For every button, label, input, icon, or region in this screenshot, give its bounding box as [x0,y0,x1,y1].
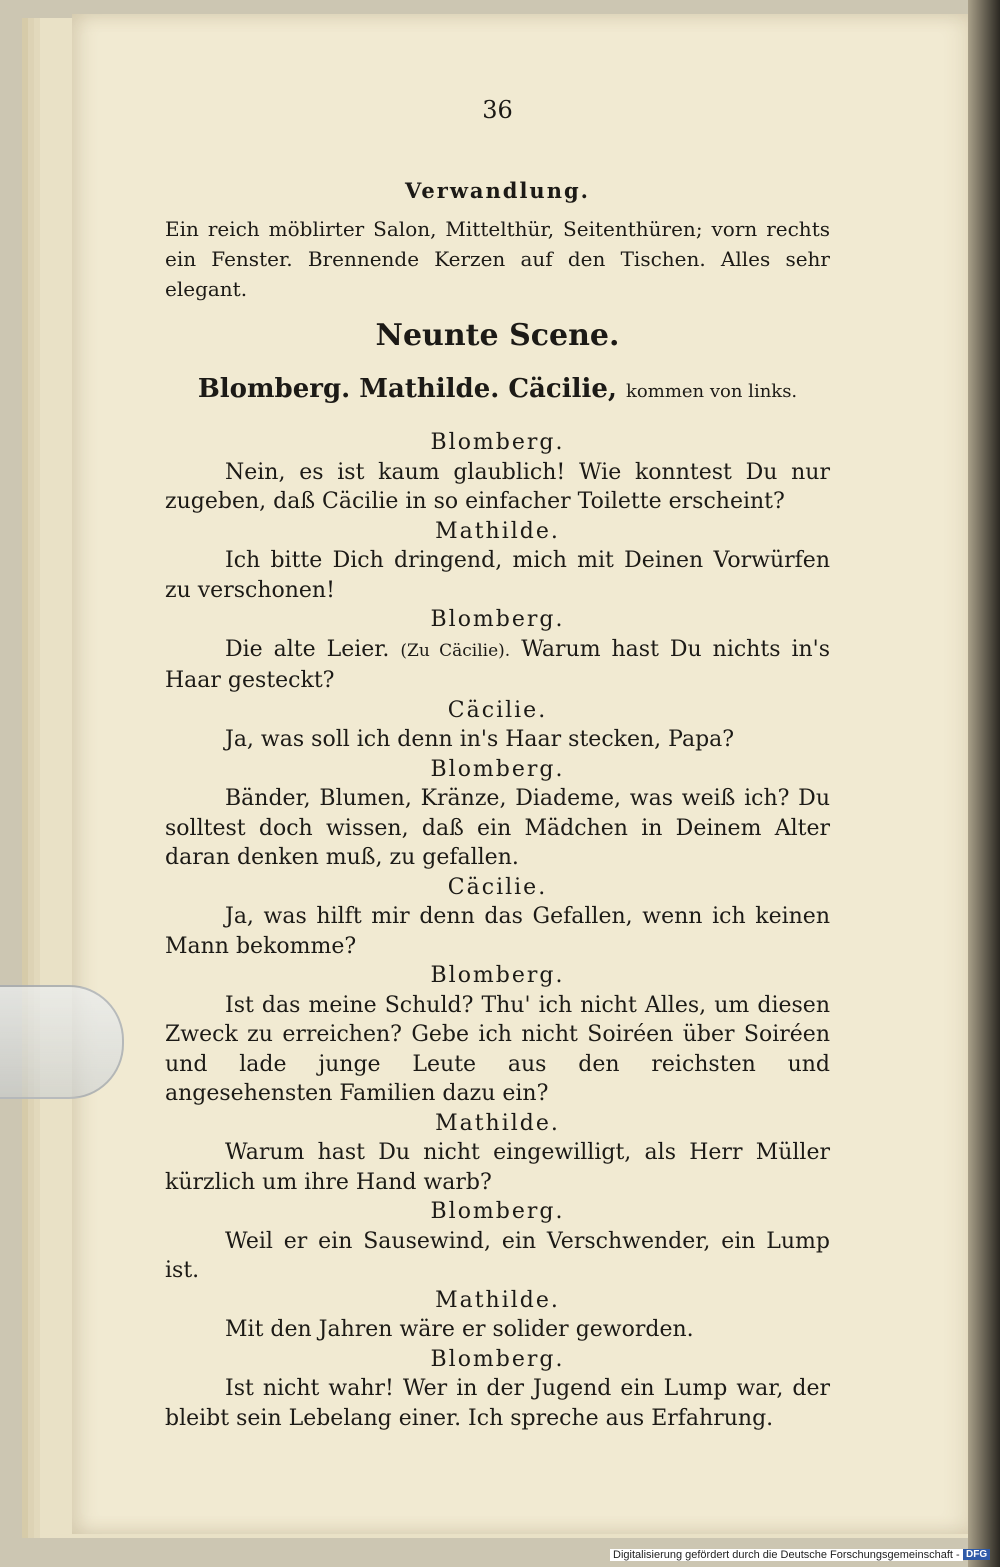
speaker-name: Blomberg. [430,1199,565,1224]
speech-fragment: Warum hast Du nichts in's Haar gesteckt? [165,636,830,693]
cast-names: Blomberg. Mathilde. Cäcilie, [197,374,617,404]
speech-text: Nein, es ist kaum glaublich! Wie konntest Du nur zugeben, daß Cäcilie in so einfacher Toilette erscheint? [165,459,830,514]
speaker-name: Cäcilie. [447,874,548,900]
speech-text: Ja, was soll ich denn in's Haar stecken, Papa? [225,727,735,752]
page-clip [0,985,124,1099]
speaker-name: Mathilde. [435,1110,560,1136]
speaker-name: Mathilde. [435,518,560,544]
book-spine-shadow [968,0,1000,1567]
speech-text: Bänder, Blumen, Kränze, Diademe, was weiß ich? Du solltest doch wissen, daß ein Mädchen in Deinem Alter daran denken muß, zu gefallen. [165,786,830,870]
speech-text [165,635,830,696]
stage-direction-inline: (Zu Cäcilie). [400,640,511,661]
speaker-name: Blomberg. [430,1346,565,1372]
speech-text: Weil er ein Sausewind, ein Verschwender, ein Lump ist. [165,1228,830,1283]
speaker-name: Mathilde. [435,1287,560,1313]
scene-title: Neunte Scene. [375,318,620,353]
cast-line [165,374,830,404]
speech-text: Ist nicht wahr! Wer in der Jugend ein Lump war, der bleibt sein Lebelang einer. Ich spreche aus Erfahrung. [165,1376,830,1431]
speech-text: Mit den Jahren wäre er solider geworden. [225,1317,694,1342]
section-title: Verwandlung. [405,178,590,203]
page-number: 36 [482,96,513,124]
speech-text: Ich bitte Dich dringend, mich mit Deinen Vorwürfen zu verschonen! [165,548,830,603]
speech-fragment: Die alte Leier. [225,636,390,662]
dialogue [165,428,830,1433]
speaker-name: Blomberg. [430,963,565,988]
speaker-name: Cäcilie. [447,697,548,723]
speaker-name: Blomberg. [430,430,565,455]
cast-note: kommen von links. [626,381,798,402]
speaker-name: Blomberg. [430,756,565,782]
speech-text: Ist das meine Schuld? Thu' ich nicht Alles, um diesen Zweck zu erreichen? Gebe ich nicht Soiréen über Soiréen und lade junge Leute aus den reichsten und angesehensten Familien dazu ein? [165,992,830,1106]
dfg-logo: DFG [963,1549,990,1560]
speaker-name: Blomberg. [430,607,565,632]
speech-text: Warum hast Du nicht eingewilligt, als Herr Müller kürzlich um ihre Hand warb? [165,1140,830,1195]
speech-text: Ja, was hilft mir denn das Gefallen, wenn ich keinen Mann bekomme? [165,904,830,959]
stage-direction: Ein reich möblirter Salon, Mittelthür, Seitenthüren; vorn rechts ein Fenster. Brennende Kerzen auf den Tischen. Alles sehr elegant. [165,217,830,301]
digitization-credit: Digitalisierung gefördert durch die Deutsche Forschungsgemeinschaft - [610,1549,963,1561]
